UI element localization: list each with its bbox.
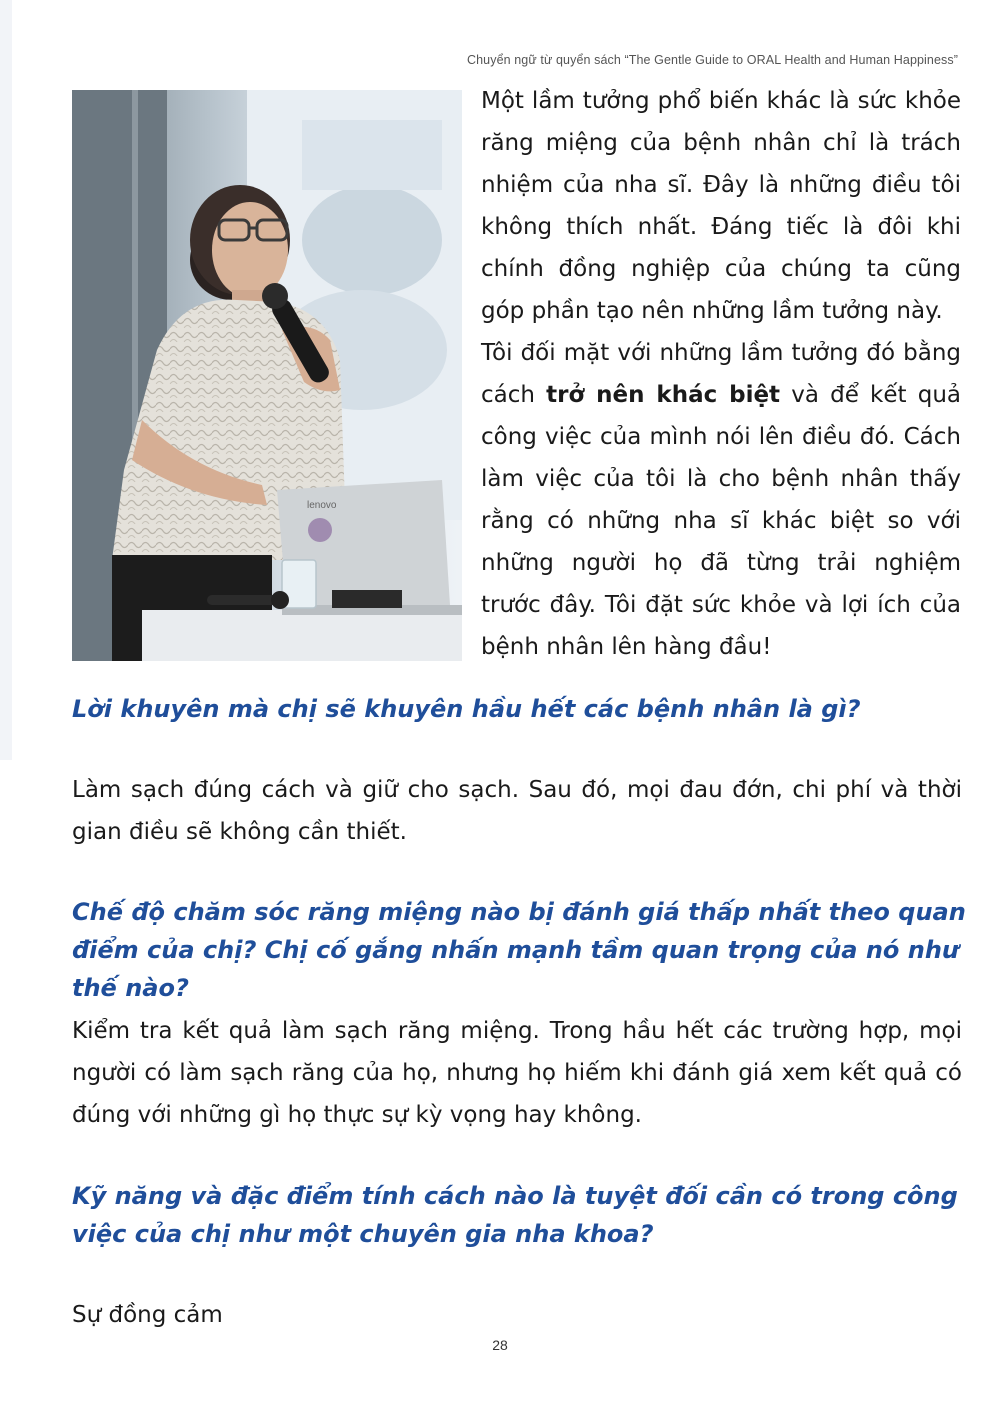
running-header: Chuyển ngữ từ quyển sách “The Gentle Guide to ORAL Health and Human Happiness” — [466, 53, 958, 67]
intro-paragraph-1: Một lầm tưởng phổ biến khác là sức khỏe răng miệng của bệnh nhân chỉ là trách nhiệm của nha sĩ. Đây là những điều tôi không thích nhất. Đáng tiếc là đôi khi chính đồng nghiệp của chúng ta cũng góp phần tạo nên những lầm tưởng này. — [481, 88, 961, 324]
answer-3: Sự đồng cảm — [72, 1302, 223, 1328]
page-number: 28 — [492, 1337, 508, 1353]
intro-text — [481, 80, 961, 668]
question-2: Chế độ chăm sóc răng miệng nào bị đánh giá thấp nhất theo quan điểm của chị? Chị cố gắng nhấn mạnh tầm quan trọng của nó như thế nào? — [72, 898, 966, 1002]
speaker-photo — [72, 90, 462, 661]
laptop-brand-label: lenovo — [307, 500, 337, 511]
intro-paragraph-2 — [481, 332, 961, 668]
answer-1: Làm sạch đúng cách và giữ cho sạch. Sau đó, mọi đau đớn, chi phí và thời gian điều sẽ không cần thiết. — [72, 777, 962, 845]
intro-paragraph-2-start: Tôi đối mặt với những lầm tưởng đó bằng cách — [481, 340, 961, 408]
intro-emphasis: trở nên khác biệt — [546, 382, 781, 408]
page-edge-strip — [0, 0, 12, 760]
answer-2: Kiểm tra kết quả làm sạch răng miệng. Trong hầu hết các trường hợp, mọi người có làm sạch răng của họ, nhưng họ hiếm khi đánh giá xem kết quả có đúng với những gì họ thực sự kỳ vọng hay không. — [72, 1018, 962, 1128]
question-3: Kỹ năng và đặc điểm tính cách nào là tuyệt đối cần có trong công việc của chị như một chuyên gia nha khoa? — [72, 1182, 958, 1248]
question-1: Lời khuyên mà chị sẽ khuyên hầu hết các bệnh nhân là gì? — [72, 695, 861, 723]
intro-paragraph-2-end: và để kết quả công việc của mình nói lên điều đó. Cách làm việc của tôi là cho bệnh nhân thấy rằng có những nha sĩ khác biệt so với những người họ đã từng trải nghiệm trước đây. Tôi đặt sức khỏe và lợi ích của bệnh nhân lên hàng đầu! — [481, 382, 961, 660]
